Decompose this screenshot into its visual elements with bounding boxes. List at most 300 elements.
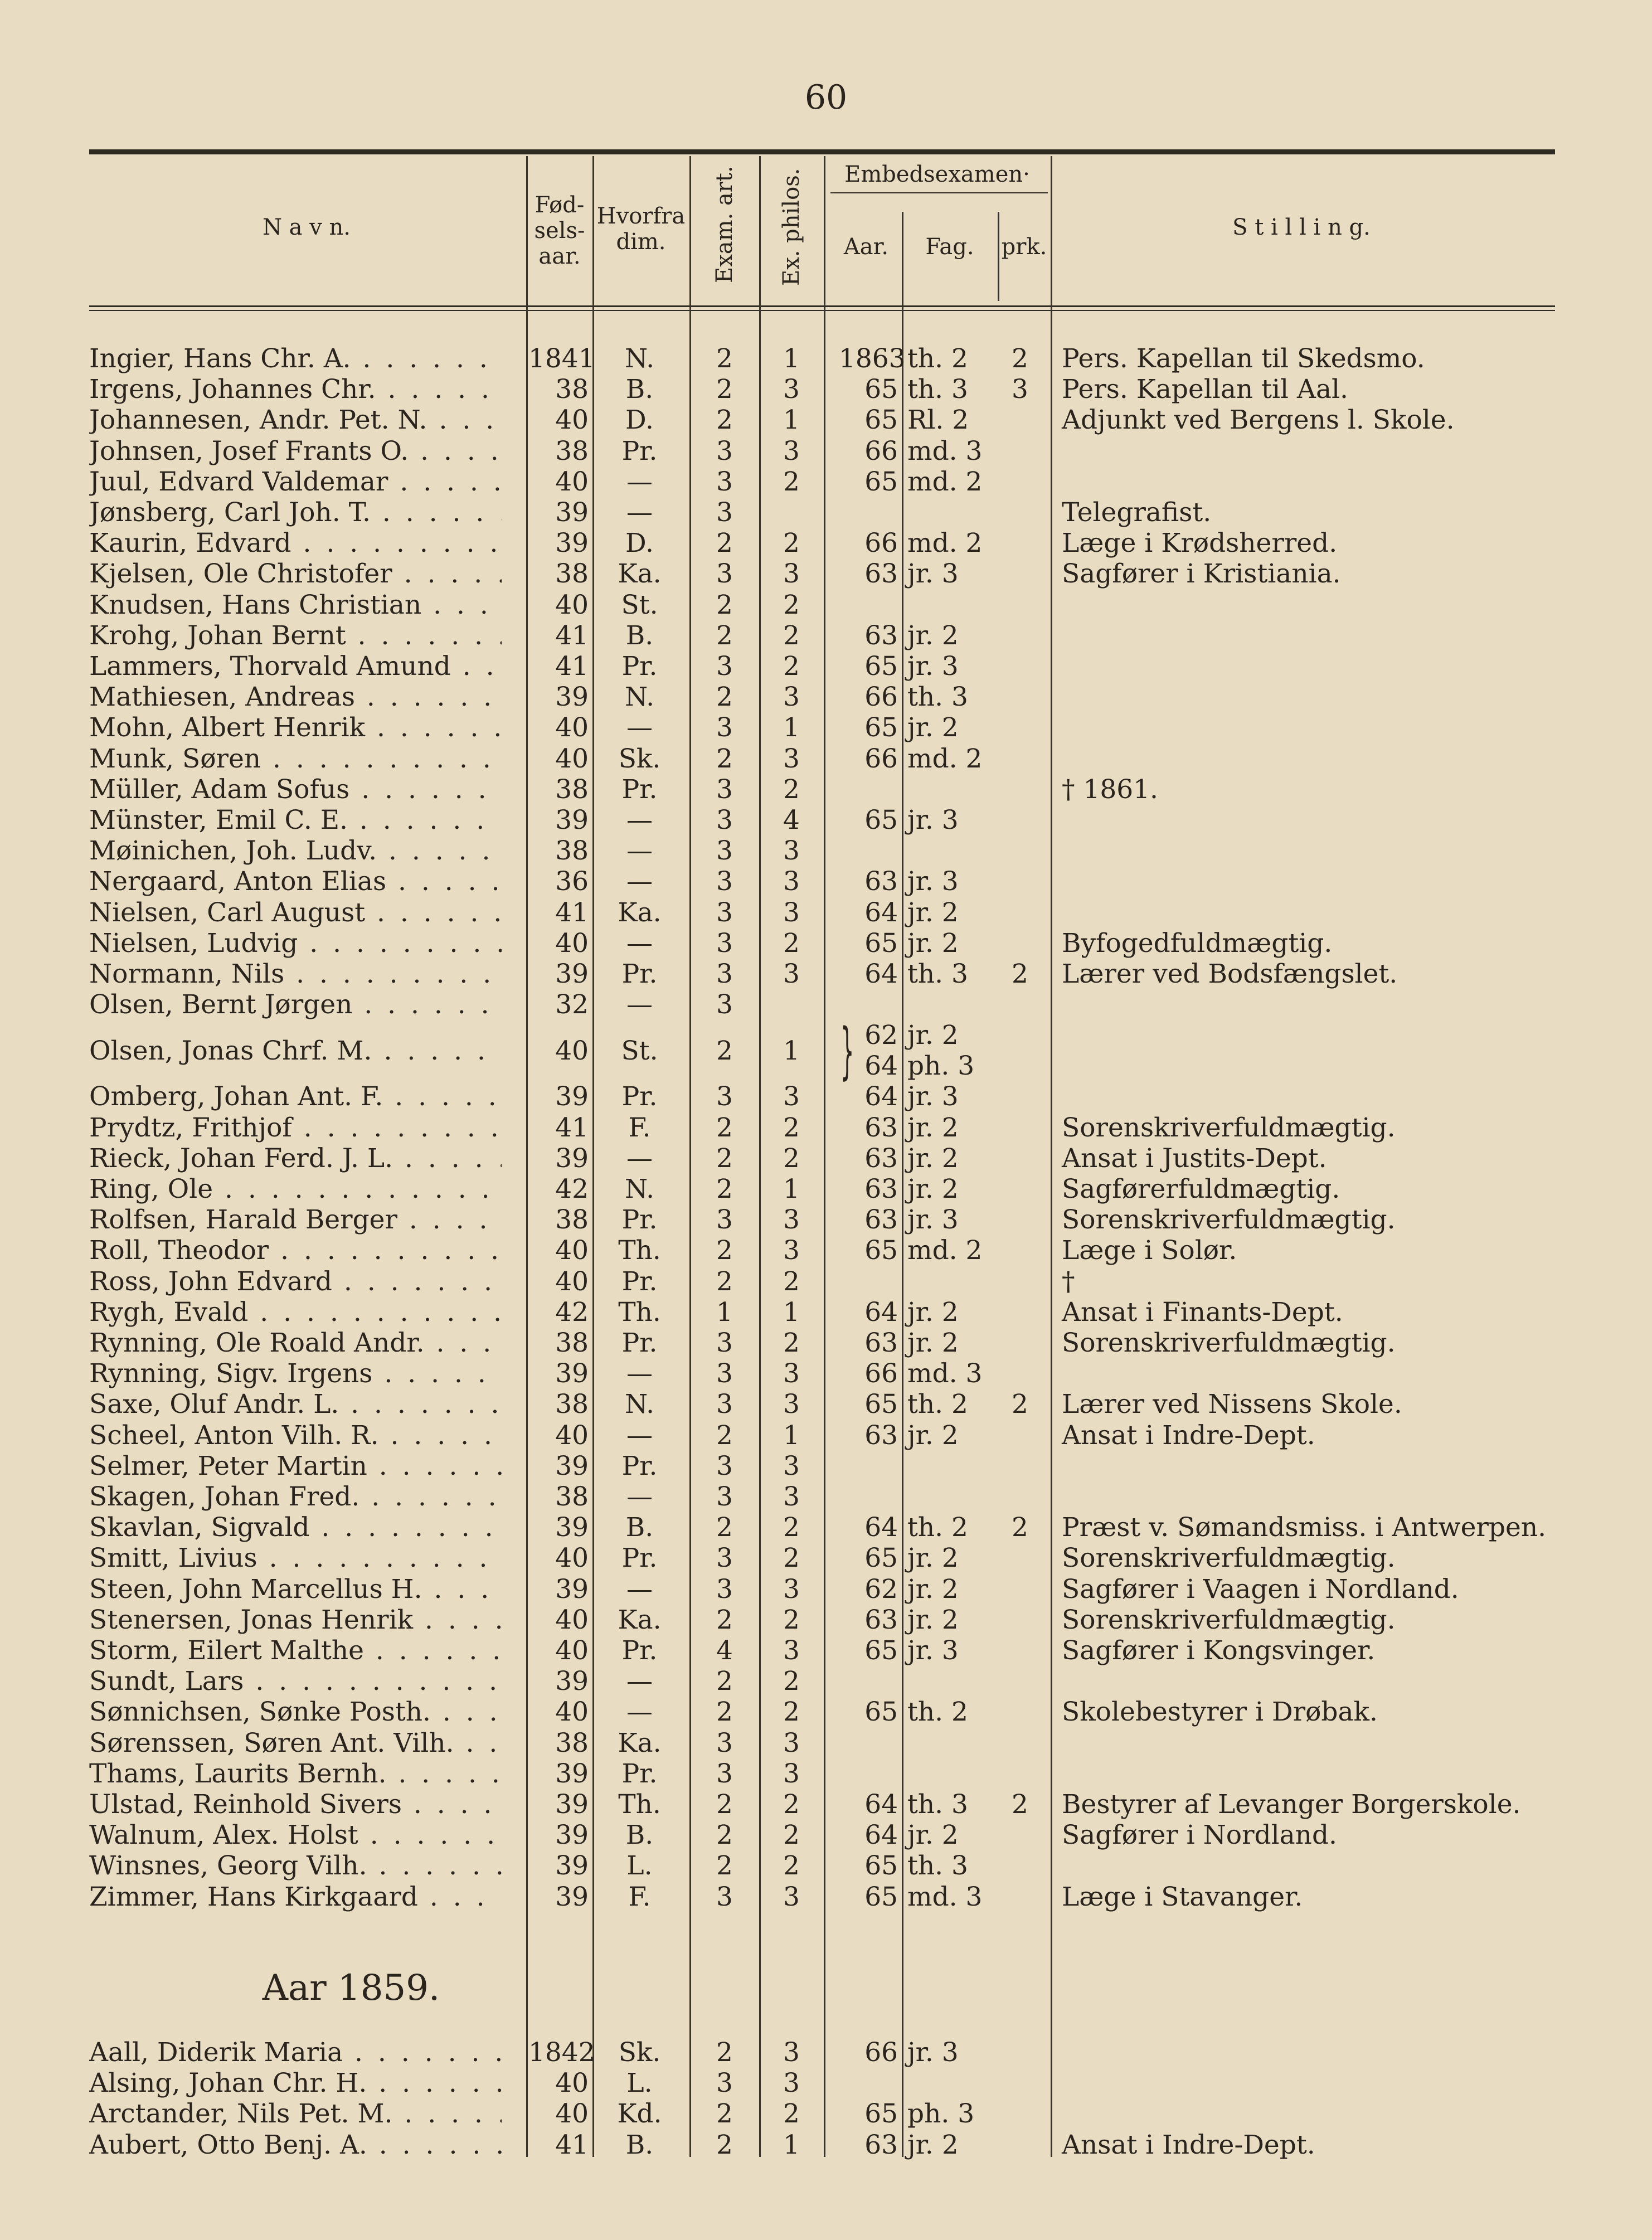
person-name: Mohn, Albert Henrik . . . — [89, 712, 502, 743]
table-row — [0, 1235, 1652, 1266]
position: Byfogedfuldmægtig. — [1062, 927, 1333, 959]
embeds-field: th. 2 — [907, 1512, 968, 1543]
table-row — [0, 2130, 1652, 2160]
person-name: Møinichen, Joh. Ludv. . . . — [89, 835, 502, 866]
birth-year: 39 — [555, 528, 589, 559]
birth-year: 38 — [555, 374, 589, 405]
birth-year: 39 — [555, 1512, 589, 1543]
person-name: Rynning, Sigv. Irgens . . . — [89, 1358, 502, 1389]
birth-year: 39 — [555, 805, 589, 835]
person-name: Knudsen, Hans Christian . . . — [89, 590, 502, 620]
from-place: Pr. — [621, 1266, 658, 1297]
birth-year: 38 — [555, 774, 589, 805]
position: † — [1062, 1266, 1075, 1297]
person-name: Lammers, Thorvald Amund . . . — [89, 651, 502, 682]
table-row — [0, 405, 1652, 435]
birth-year: 40 — [555, 1235, 589, 1266]
birth-year: 38 — [555, 1727, 589, 1758]
table-row — [0, 1697, 1652, 1727]
ex-philos: 3 — [783, 1358, 800, 1389]
from-place: Pr. — [621, 1204, 658, 1236]
person-name: Ross, John Edvard . . . — [89, 1266, 502, 1297]
embeds-field: jr. 3 — [907, 1081, 959, 1112]
from-place: — — [626, 1358, 653, 1389]
person-name: Kjelsen, Ole Christofer . . . — [89, 558, 502, 589]
ex-philos: 3 — [783, 1635, 800, 1666]
ex-philos: 3 — [783, 1081, 800, 1112]
embeds-year: 65 — [864, 805, 898, 835]
table-row — [0, 805, 1652, 835]
embeds-field: md. 3 — [907, 435, 983, 467]
embeds-field: md. 2 — [907, 743, 983, 774]
header-prk: prk. — [1001, 234, 1047, 260]
person-name: Scheel, Anton Vilh. R. . . . — [89, 1420, 502, 1451]
embeds-field: md. 2 — [907, 1235, 983, 1266]
person-name: Olsen, Bernt Jørgen . . . — [89, 989, 502, 1020]
birth-year: 40 — [555, 405, 589, 436]
ex-philos: 3 — [783, 897, 800, 928]
ex-philos: 3 — [783, 1481, 800, 1512]
header-top-rule — [89, 149, 1555, 154]
person-name: Saxe, Oluf Andr. L. . . . — [89, 1389, 502, 1420]
from-place: B. — [625, 620, 654, 651]
embeds-field: th. 3 — [907, 959, 968, 989]
ex-philos: 2 — [783, 651, 800, 682]
ex-philos: 1 — [783, 405, 800, 436]
embeds-prk: 3 — [1012, 374, 1028, 405]
person-name: Arctander, Nils Pet. M. . . . — [89, 2098, 502, 2129]
person-name: Skagen, Johan Fred. . . . — [89, 1481, 502, 1512]
table-row — [0, 1512, 1652, 1543]
embeds-field: jr. 2 — [907, 1143, 959, 1174]
from-place: — — [626, 927, 653, 959]
embeds-year: 66 — [864, 2037, 898, 2068]
header-fag: Fag. — [925, 234, 974, 260]
person-name: Juul, Edvard Valdemar . . . — [89, 467, 502, 497]
birth-year: 39 — [555, 1850, 589, 1882]
exam-art: 3 — [716, 1573, 733, 1605]
person-name: Aubert, Otto Benj. A. . . . — [89, 2130, 502, 2160]
from-place: — — [626, 1666, 653, 1697]
ex-philos: 3 — [783, 1573, 800, 1605]
person-name: Rynning, Ole Roald Andr. . . . — [89, 1328, 502, 1358]
from-place: Kd. — [617, 2098, 662, 2130]
from-place: B. — [625, 1512, 654, 1543]
ex-philos: 1 — [783, 2129, 800, 2160]
from-place: Pr. — [621, 1543, 658, 1574]
from-place: Th. — [618, 1235, 661, 1266]
from-place: Th. — [618, 1296, 661, 1328]
from-place: D. — [625, 528, 654, 559]
embeds-year: 64 — [864, 959, 898, 989]
embeds-year: 66 — [864, 743, 898, 774]
birth-year: 40 — [555, 1036, 589, 1067]
exam-art: 2 — [716, 743, 733, 774]
embeds-field: md. 2 — [907, 466, 983, 497]
person-name: Roll, Theodor . . . — [89, 1235, 502, 1266]
position: Sorenskriverfuldmægtig. — [1062, 1112, 1396, 1143]
table-row — [0, 528, 1652, 558]
person-name: Ulstad, Reinhold Sivers . . . — [89, 1789, 502, 1820]
table-row — [0, 1451, 1652, 1481]
embeds-year: 66 — [864, 1358, 898, 1389]
embeds-year: 64 — [864, 897, 898, 928]
embeds-field: jr. 2 — [907, 1296, 959, 1328]
embeds-field: jr. 2 — [907, 897, 959, 928]
embeds-year: 65 — [864, 374, 898, 405]
from-place: Sk. — [618, 743, 661, 774]
embeds-subrule — [830, 192, 1048, 193]
exam-art: 2 — [716, 589, 733, 620]
person-name: Nielsen, Carl August . . . — [89, 897, 502, 928]
from-place: St. — [621, 1036, 658, 1067]
embeds-year: 65 — [864, 1543, 898, 1574]
from-place: — — [626, 805, 653, 835]
position: Læge i Krødsherred. — [1062, 528, 1338, 559]
exam-art: 2 — [716, 374, 733, 405]
ex-philos: 3 — [783, 1727, 800, 1758]
embeds-field: ph. 3 — [907, 2098, 975, 2130]
embeds-field: th. 2 — [907, 1389, 968, 1420]
exam-art: 3 — [716, 835, 733, 867]
ex-philos: 3 — [783, 959, 800, 989]
embeds-year: 63 — [864, 1174, 898, 1204]
embeds-year: 65 — [864, 651, 898, 682]
embeds-field: jr. 2 — [907, 1420, 959, 1451]
birth-year: 39 — [555, 1789, 589, 1820]
person-name: Sundt, Lars . . . — [89, 1666, 502, 1697]
table-row — [0, 467, 1652, 497]
table-row — [0, 1543, 1652, 1573]
person-name: Ingier, Hans Chr. A. . . . — [89, 343, 502, 374]
position: Telegrafist. — [1062, 497, 1212, 528]
birth-year: 38 — [555, 1481, 589, 1512]
table-row — [0, 1850, 1652, 1881]
table-row — [0, 774, 1652, 805]
embeds-prk: 2 — [1012, 959, 1028, 989]
from-place: Pr. — [621, 1450, 658, 1481]
table-row — [0, 620, 1652, 651]
exam-art: 3 — [716, 927, 733, 959]
exam-art: 3 — [716, 435, 733, 467]
embeds-year: 63 — [864, 1143, 898, 1174]
table-row — [0, 1882, 1652, 1912]
ex-philos: 1 — [783, 343, 800, 374]
table-row — [0, 590, 1652, 620]
ex-philos: 3 — [783, 866, 800, 897]
birth-year: 40 — [555, 1604, 589, 1635]
birth-year: 40 — [555, 1420, 589, 1451]
ex-philos: 1 — [783, 1036, 800, 1067]
birth-year: 41 — [555, 651, 589, 682]
embeds-field: jr. 2 — [907, 1543, 959, 1574]
from-place: — — [626, 1697, 653, 1728]
embeds-field: jr. 2 — [907, 1573, 959, 1605]
ex-philos: 2 — [783, 1112, 800, 1143]
ex-philos: 1 — [783, 1420, 800, 1451]
birth-year: 42 — [555, 1296, 589, 1328]
embeds-field: jr. 3 — [907, 651, 959, 682]
embeds-field: jr. 3 — [907, 558, 959, 590]
embeds-year: 63 — [864, 620, 898, 651]
from-place: Pr. — [621, 774, 658, 805]
table-row — [0, 1789, 1652, 1820]
ex-philos: 2 — [783, 1820, 800, 1851]
from-place: N. — [624, 1174, 655, 1204]
embeds-field: jr. 3 — [907, 2037, 959, 2068]
exam-art: 2 — [716, 2037, 733, 2068]
from-place: B. — [625, 374, 654, 405]
ex-philos: 3 — [783, 1758, 800, 1789]
header-ex-philos: Ex. philos. — [779, 168, 804, 286]
position: Læge i Stavanger. — [1062, 1881, 1303, 1912]
embeds-field: jr. 2 — [907, 620, 959, 651]
embeds-year: 63 — [864, 1204, 898, 1236]
table-row — [0, 1112, 1652, 1143]
position: Sagfører i Vaagen i Nordland. — [1062, 1573, 1459, 1605]
from-place: N. — [624, 682, 655, 713]
position: Ansat i Indre-Dept. — [1062, 2129, 1315, 2160]
table-row — [0, 1574, 1652, 1605]
ex-philos: 2 — [783, 1143, 800, 1174]
birth-year: 41 — [555, 897, 589, 928]
exam-art: 3 — [716, 1328, 733, 1358]
header-bottom-rule — [89, 305, 1555, 307]
person-name: Olsen, Jonas Chrf. M. . . . — [89, 1036, 502, 1066]
embeds-year: 64 — [864, 1789, 898, 1820]
from-place: F. — [628, 1112, 651, 1143]
table-row — [0, 374, 1652, 405]
birth-year: 40 — [555, 1543, 589, 1574]
from-place: Pr. — [621, 959, 658, 989]
ex-philos: 3 — [783, 1389, 800, 1420]
birth-year: 39 — [555, 1081, 589, 1112]
embeds-year: 63 — [864, 1328, 898, 1358]
person-name: Skavlan, Sigvald . . . — [89, 1512, 502, 1543]
table-row — [0, 712, 1652, 743]
embeds-year: 65 — [864, 1389, 898, 1420]
from-place: — — [626, 866, 653, 897]
person-name: Johannesen, Andr. Pet. N. . . . — [89, 405, 502, 435]
ex-philos: 4 — [783, 805, 800, 835]
table-row — [0, 835, 1652, 866]
header-aar: Aar. — [843, 234, 889, 260]
person-name: Krohg, Johan Bernt . . . — [89, 620, 502, 651]
from-place: Sk. — [618, 2037, 661, 2068]
embeds-field: jr. 3 — [907, 866, 959, 897]
from-place: — — [626, 466, 653, 497]
table-row — [0, 1820, 1652, 1850]
brace-mark: } — [840, 1015, 854, 1087]
person-name: Ring, Ole . . . — [89, 1174, 502, 1204]
ex-philos: 2 — [783, 1789, 800, 1820]
person-name: Rieck, Johan Ferd. J. L. . . . — [89, 1143, 502, 1174]
from-place: N. — [624, 1389, 655, 1420]
person-name: Omberg, Johan Ant. F. . . . — [89, 1081, 502, 1112]
embeds-prk: 2 — [1012, 343, 1028, 374]
table-row — [0, 1266, 1652, 1297]
birth-year: 39 — [555, 497, 589, 528]
exam-art: 3 — [716, 897, 733, 928]
table-row — [0, 1204, 1652, 1235]
exam-art: 3 — [716, 1481, 733, 1512]
person-name: Storm, Eilert Malthe . . . — [89, 1635, 502, 1666]
embeds-year: 64 — [864, 1081, 898, 1112]
person-name: Munk, Søren . . . — [89, 744, 502, 774]
embeds-field: th. 2 — [907, 343, 968, 374]
ex-philos: 2 — [783, 1512, 800, 1543]
table-row — [0, 436, 1652, 467]
person-name: Kaurin, Edvard . . . — [89, 528, 502, 558]
from-place: Ka. — [618, 558, 662, 590]
exam-art: 2 — [716, 1512, 733, 1543]
from-place: L. — [626, 1850, 653, 1882]
ex-philos: 3 — [783, 558, 800, 590]
exam-art: 3 — [716, 1081, 733, 1112]
person-name: Nergaard, Anton Elias . . . — [89, 866, 502, 897]
exam-art: 2 — [716, 405, 733, 436]
from-place: — — [626, 989, 653, 1021]
from-place: B. — [625, 2129, 654, 2160]
embeds-year: 64 — [864, 1296, 898, 1328]
embeds-year: 65 — [864, 1881, 898, 1912]
table-row — [0, 866, 1652, 897]
embeds-prk: 2 — [1012, 1389, 1028, 1420]
table-row — [0, 1358, 1652, 1389]
embeds-field: md. 3 — [907, 1358, 983, 1389]
birth-year: 40 — [555, 1697, 589, 1728]
embeds-year: 63 — [864, 558, 898, 590]
position: Lærer ved Bodsfængslet. — [1062, 959, 1398, 989]
exam-art: 2 — [716, 1420, 733, 1451]
birth-year: 39 — [555, 959, 589, 989]
exam-art: 3 — [716, 466, 733, 497]
from-place: Pr. — [621, 1758, 658, 1789]
exam-art: 3 — [716, 989, 733, 1021]
section-title: Aar 1859. — [262, 1967, 440, 2009]
ex-philos: 3 — [783, 2037, 800, 2068]
embeds-field: jr. 2 — [907, 1174, 959, 1204]
table-row — [0, 343, 1652, 374]
table-row — [0, 651, 1652, 682]
position: Sorenskriverfuldmægtig. — [1062, 1328, 1396, 1358]
birth-year: 42 — [555, 1174, 589, 1204]
from-place: Th. — [618, 1789, 661, 1820]
exam-art: 3 — [716, 2068, 733, 2099]
embeds-field: md. 3 — [907, 1881, 983, 1912]
ex-philos: 2 — [783, 1666, 800, 1697]
from-place: L. — [626, 2068, 653, 2099]
exam-art: 3 — [716, 1389, 733, 1420]
from-place: D. — [625, 405, 654, 436]
exam-art: 2 — [716, 620, 733, 651]
person-name: Thams, Laurits Bernh. . . . — [89, 1758, 502, 1789]
birth-year: 32 — [555, 989, 589, 1021]
embeds-year: 66 — [864, 682, 898, 713]
position: † 1861. — [1062, 774, 1158, 805]
header-fodselsaar: Fød- sels- aar. — [534, 192, 585, 269]
person-name: Alsing, Johan Chr. H. . . . — [89, 2068, 502, 2098]
position: Sorenskriverfuldmægtig. — [1062, 1604, 1396, 1635]
exam-art: 3 — [716, 497, 733, 528]
ex-philos: 2 — [783, 1697, 800, 1728]
embeds-year: 63 — [864, 2129, 898, 2160]
ex-philos: 2 — [783, 1604, 800, 1635]
exam-art: 3 — [716, 774, 733, 805]
table-row — [0, 1297, 1652, 1328]
table-row — [0, 1389, 1652, 1420]
from-place: — — [626, 1481, 653, 1512]
birth-year: 38 — [555, 1204, 589, 1236]
embeds-field: jr. 2 — [907, 1112, 959, 1143]
ex-philos: 3 — [783, 743, 800, 774]
header-navn: N a v n. — [262, 215, 351, 240]
from-place: St. — [621, 589, 658, 620]
from-place: B. — [625, 1820, 654, 1851]
exam-art: 4 — [716, 1635, 733, 1666]
embeds-field: jr. 2 — [907, 1328, 959, 1358]
birth-year: 36 — [555, 866, 589, 897]
embeds-field: jr. 3 — [907, 1635, 959, 1666]
person-name: Müller, Adam Sofus . . . — [89, 774, 502, 805]
table-row — [0, 1605, 1652, 1635]
from-place: Pr. — [621, 1635, 658, 1666]
embeds-field: jr. 2 — [907, 927, 959, 959]
embeds-year: 63 — [864, 1112, 898, 1143]
person-name: Steen, John Marcellus H. . . . — [89, 1574, 502, 1605]
header-bottom-rule-2 — [89, 310, 1555, 311]
table-row — [0, 497, 1652, 528]
embeds-year: 65 — [864, 712, 898, 744]
position: Pers. Kapellan til Aal. — [1062, 374, 1348, 405]
embeds-year: 66 — [864, 435, 898, 467]
position: Bestyrer af Levanger Borgerskole. — [1062, 1789, 1521, 1820]
position: Sagførerfuldmægtig. — [1062, 1174, 1340, 1204]
embeds-field: md. 2 — [907, 528, 983, 559]
birth-year: 39 — [555, 1758, 589, 1789]
birth-year: 1842 — [528, 2037, 595, 2068]
exam-art: 2 — [716, 2129, 733, 2160]
person-name: Zimmer, Hans Kirkgaard . . . — [89, 1882, 502, 1912]
from-place: Ka. — [618, 1727, 662, 1758]
from-place: N. — [624, 343, 655, 374]
exam-art: 2 — [716, 1850, 733, 1882]
from-place: Ka. — [618, 1604, 662, 1635]
exam-art: 3 — [716, 651, 733, 682]
ex-philos: 2 — [783, 1266, 800, 1297]
birth-year: 40 — [555, 743, 589, 774]
birth-year: 39 — [555, 1450, 589, 1481]
exam-art: 1 — [716, 1296, 733, 1328]
ex-philos: 3 — [783, 1204, 800, 1236]
birth-year: 40 — [555, 927, 589, 959]
table-row — [0, 1728, 1652, 1758]
ex-philos: 3 — [783, 2068, 800, 2099]
birth-year: 39 — [555, 682, 589, 713]
embeds-year: 63 — [864, 1420, 898, 1451]
birth-year: 38 — [555, 558, 589, 590]
from-place: Ka. — [618, 897, 662, 928]
person-name: Rolfsen, Harald Berger . . . — [89, 1204, 502, 1235]
table-row — [0, 2037, 1652, 2068]
ex-philos: 3 — [783, 435, 800, 467]
person-name: Jønsberg, Carl Joh. T. . . . — [89, 497, 502, 528]
embeds-year: 65 — [864, 466, 898, 497]
from-place: — — [626, 712, 653, 744]
embeds-year: 62 — [864, 1573, 898, 1605]
embeds-year: 63 — [864, 1604, 898, 1635]
person-name: Normann, Nils . . . — [89, 959, 502, 989]
